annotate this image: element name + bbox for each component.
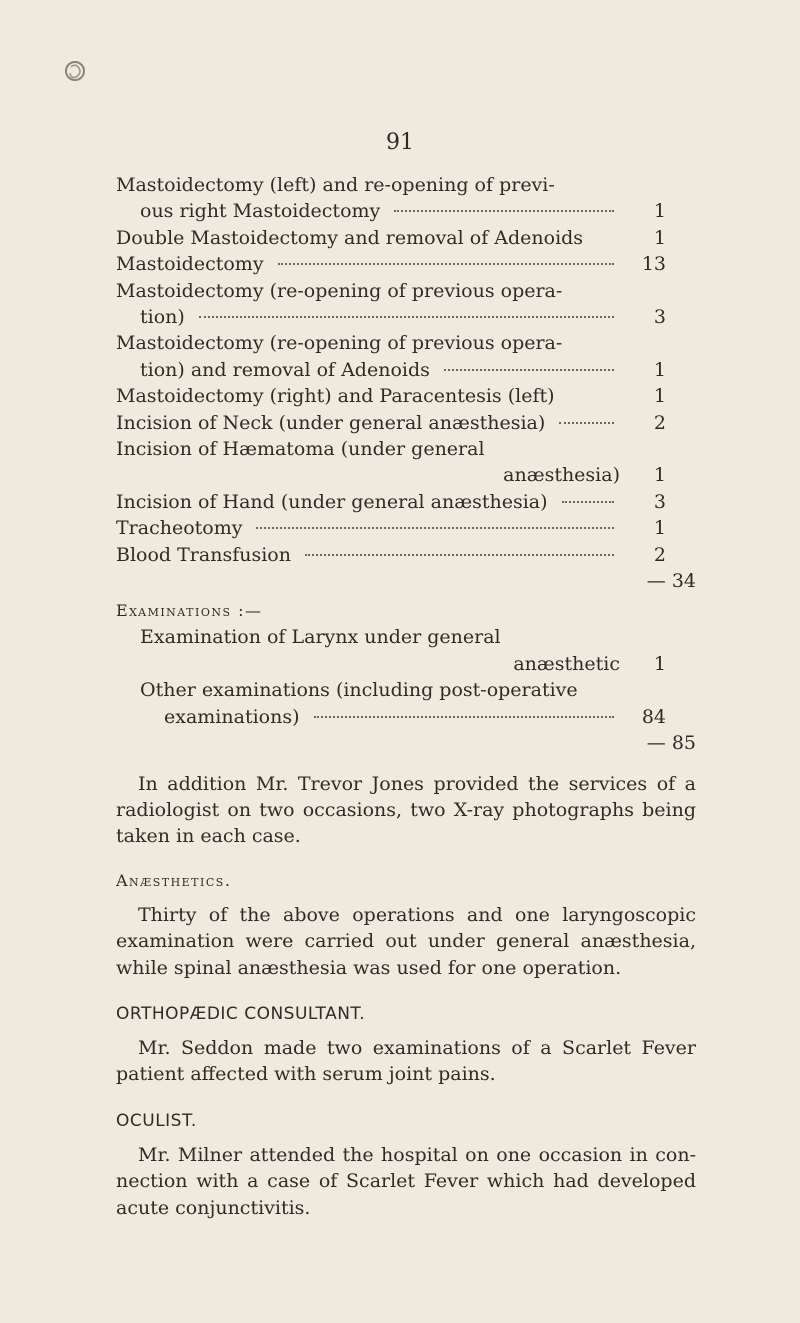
anaesthetics-heading: Anæsthetics. [116,870,232,890]
entry-label: ous right Mastoidectomy [140,200,381,223]
entry-count: 84 [641,705,666,728]
entry-row [116,515,696,541]
entry-label: Incision of Neck (under general anæsthesia) [116,411,546,434]
entry-row [116,410,696,436]
oculist-paragraph: Mr. Milner attended the hospital on one occasion in con- nection with a case of Scarlet Fever which had developed acute conjunctivitis. [116,1143,696,1219]
entry-label: Mastoidectomy (re-opening of previous opera- [116,332,563,355]
entry-label: Blood Transfusion [116,543,291,566]
entry-row [116,489,696,515]
entry-row [116,278,696,331]
entry-count: 1 [653,652,666,675]
entry-label: Mastoidectomy (re-opening of previous opera- [116,279,563,302]
entry-label: Mastoidectomy [116,253,264,276]
orthopaedic-paragraph: Mr. Seddon made two examinations of a Scarlet Fever patient affected with serum joint pains. [116,1036,696,1086]
entry-label: tion) [140,306,185,329]
entry-row [116,383,696,409]
operations-total: — 34 [646,570,696,593]
leader-dots [444,369,614,371]
entry-row [140,677,696,730]
entry-row [116,542,696,568]
operations-total-row [116,568,696,594]
examinations-list [116,624,696,730]
entry-count: 1 [653,200,666,223]
anaesthetics-paragraph: Thirty of the above operations and one laryngoscopic examination were carried out under general anæsthesia, while spinal anæsthesia was used for one operation. [116,903,696,979]
entry-row [116,251,696,277]
leader-dots [278,263,614,265]
orthopaedic-heading: ORTHOPÆDIC CONSULTANT. [116,1003,366,1024]
entry-count: 1 [653,385,666,408]
entry-count: 13 [641,253,666,276]
entry-label: Examination of Larynx under general [140,626,501,649]
entry-label: Incision of Hand (under general anæsthesia) [116,490,548,513]
entry-count: 1 [653,226,666,249]
entry-count: 1 [653,517,666,540]
entry-row [116,172,696,225]
oculist-heading: OCULIST. [116,1110,197,1131]
entry-label: tion) and removal of Adenoids [140,358,430,381]
entry-label: examinations) [164,705,300,728]
entry-label: Double Mastoidectomy and removal of Adenoids [116,226,584,249]
leader-dots [199,316,614,318]
entry-row [116,436,696,489]
entry-label: Mastoidectomy (left) and re-opening of previ- [116,174,555,196]
entry-label: Incision of Hæmatoma (under general [116,438,485,461]
entry-label: Mastoidectomy (right) and Paracentesis (left) [116,385,555,408]
entry-row [116,330,696,383]
entry-count: 2 [653,543,666,566]
leader-dots [305,554,614,556]
leader-dots [562,501,614,503]
operations-list [116,172,696,568]
entry-row [140,624,696,677]
main-content [116,172,696,1221]
leader-dots [394,210,614,212]
entry-label: anæsthetic [513,652,620,675]
entry-row [116,225,696,251]
entry-count: 1 [653,464,666,487]
entry-label: Tracheotomy [116,517,243,540]
entry-count: 2 [653,411,666,434]
page-number: 91 [386,130,414,155]
entry-count: 3 [653,490,666,513]
radiology-paragraph: In addition Mr. Trevor Jones provided the services of a radiologist on two occasions, two X-ray photographs being taken in each case. [116,772,696,848]
entry-count: 3 [653,306,666,329]
leader-dots [314,716,615,718]
leader-dots [559,422,614,424]
entry-count: 1 [653,358,666,381]
examinations-total-row [116,730,696,756]
stamp-mark [62,58,88,84]
examinations-total: — 85 [646,732,696,755]
entry-label: Other examinations (including post-operative [140,679,578,702]
examinations-heading: Examinations :— [116,601,263,621]
entry-label: anæsthesia) [503,464,620,487]
leader-dots [256,527,614,529]
